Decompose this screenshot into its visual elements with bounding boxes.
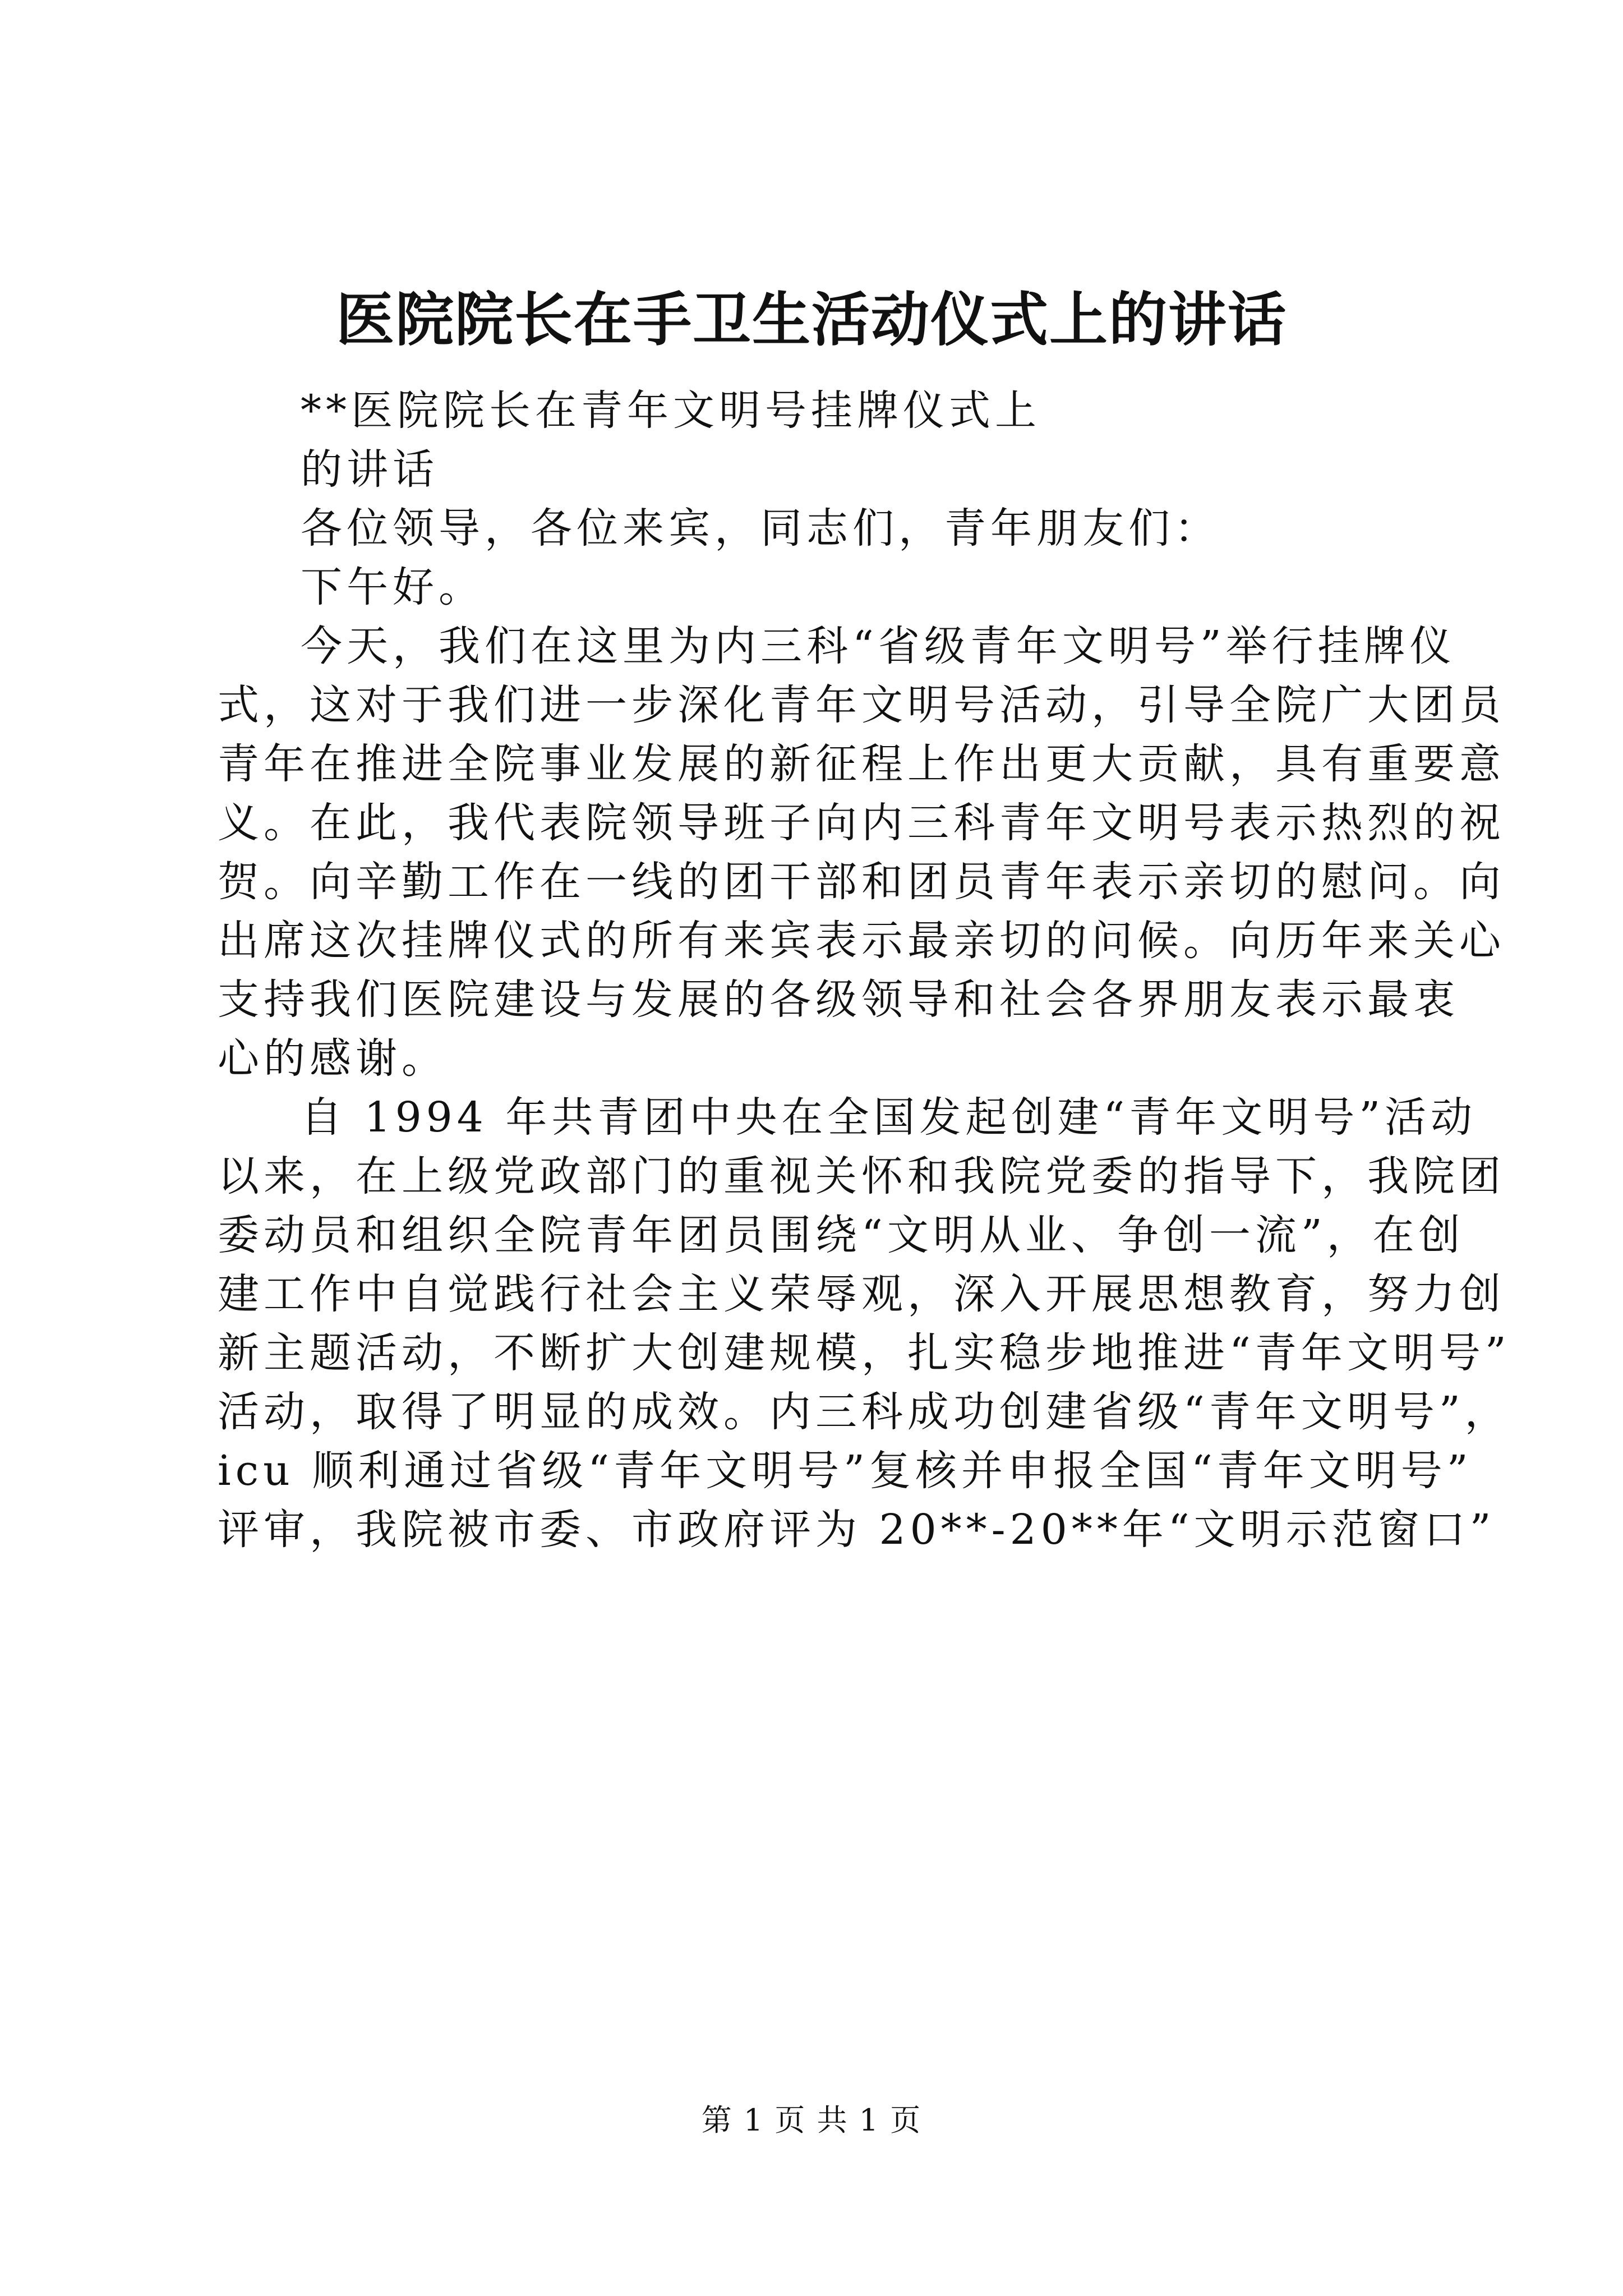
body-line: 今天，我们在这里为内三科“省级青年文明号”举行挂牌仪 [301,622,1456,670]
body-line: 自 1994 年共青团中央在全国发起创建“青年文明号”活动 [301,1093,1477,1142]
body-line: **医院院长在青年文明号挂牌仪式上 [301,386,1041,435]
body-line: 委动员和组织全院青年团员围绕“文明从业、争创一流”，在创 [218,1211,1465,1259]
body-line: 心的感谢。 [218,1034,448,1083]
document-title: 医院院长在手卫生活动仪式上的讲话 [335,285,1287,354]
body-line: 青年在推进全院事业发展的新征程上作出更大贡献，具有重要意 [218,740,1505,788]
body-line: icu 顺利通过省级“青年文明号”复核并申报全国“青年文明号” [218,1447,1473,1495]
body-line: 各位领导，各位来宾，同志们，青年朋友们： [301,504,1220,553]
body-line: 出席这次挂牌仪式的所有来宾表示最亲切的问候。向历年来关心 [218,917,1505,965]
body-line: 式，这对于我们进一步深化青年文明号活动，引导全院广大团员 [218,681,1505,729]
body-line: 义。在此，我代表院领导班子向内三科青年文明号表示热烈的祝 [218,799,1505,847]
body-line: 支持我们医院建设与发展的各级领导和社会各界朋友表示最衷 [218,976,1459,1024]
document-body [218,381,1511,1559]
page-number-footer: 第 1 页 共 1 页 [701,2102,922,2138]
body-line: 的讲话 [301,445,439,494]
body-line: 评审，我院被市委、市政府评为 20**-20**年“文明示范窗口” [218,1506,1496,1554]
body-line: 活动，取得了明显的成效。内三科成功创建省级“青年文明号”， [218,1388,1511,1436]
body-line: 建工作中自觉践行社会主义荣辱观，深入开展思想教育，努力创 [218,1270,1505,1318]
body-line: 下午好。 [301,563,485,611]
body-line: 以来，在上级党政部门的重视关怀和我院党委的指导下，我院团 [218,1152,1505,1200]
body-line: 贺。向辛勤工作在一线的团干部和团员青年表示亲切的慰问。向 [218,858,1505,906]
body-line: 新主题活动，不断扩大创建规模，扎实稳步地推进“青年文明号” [218,1329,1511,1377]
